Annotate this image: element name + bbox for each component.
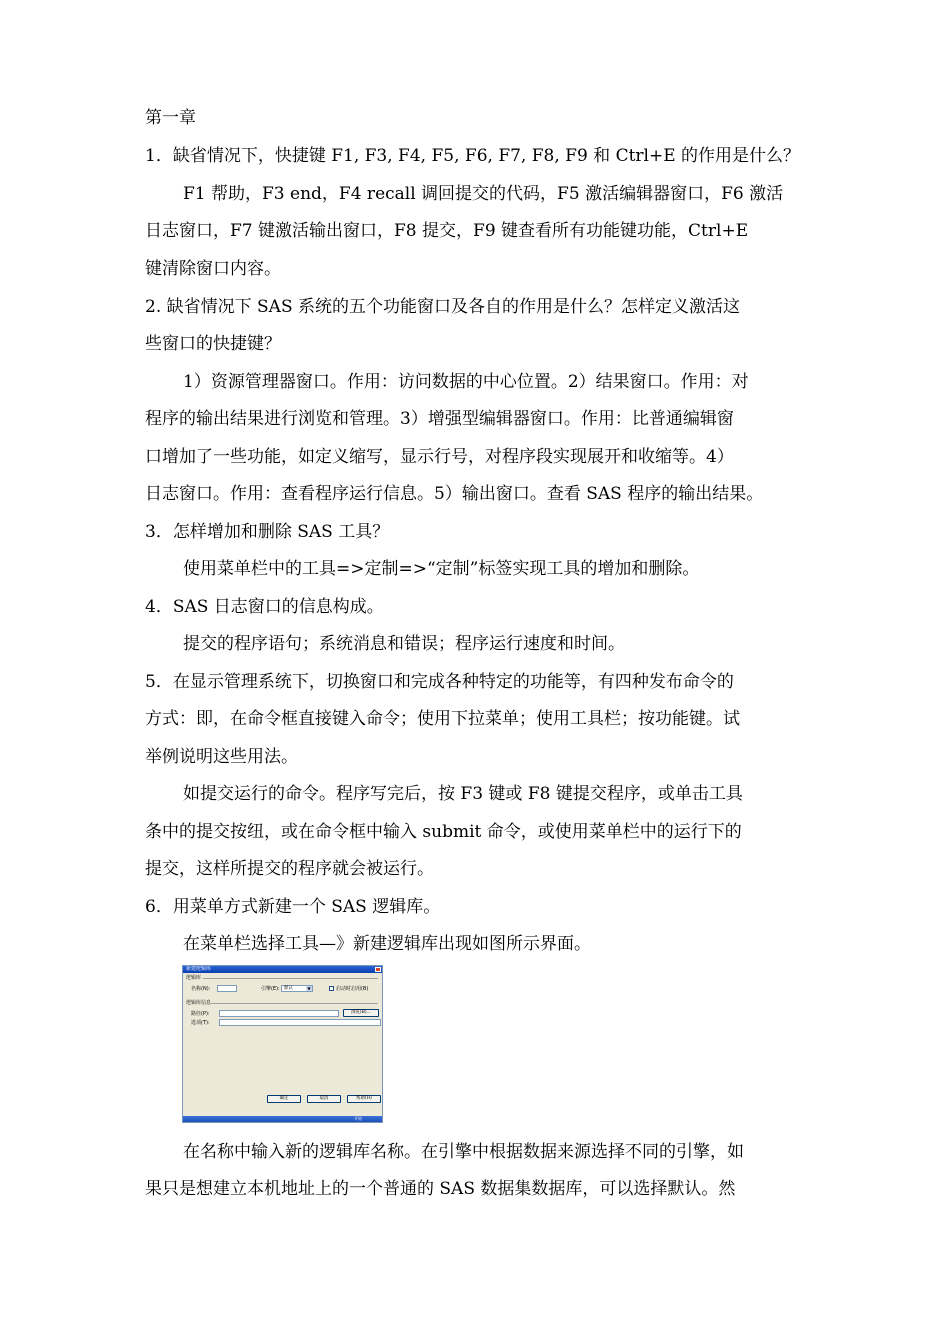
answer-2-line-4: 日志窗口。作用：查看程序运行信息。5）输出窗口。查看 SAS 程序的输出结果。 bbox=[145, 484, 764, 504]
taskbar-strip bbox=[183, 1116, 382, 1122]
question-4: 4．SAS 日志窗口的信息构成。 bbox=[145, 597, 384, 617]
question-5-line-2: 方式：即，在命令框直接键入命令；使用下拉菜单；使用工具栏；按功能键。试 bbox=[145, 709, 740, 729]
path-field bbox=[219, 1010, 339, 1017]
question-5-line-1: 5．在显示管理系统下，切换窗口和完成各种特定的功能等，有四种发布命令的 bbox=[145, 672, 734, 692]
browse-button: 浏览(B)... bbox=[343, 1009, 379, 1017]
answer-1-line-1: F1 帮助，F3 end，F4 recall 调回提交的代码，F5 激活编辑器窗口，F6 激活 bbox=[183, 184, 784, 204]
answer-1-line-3: 键清除窗口内容。 bbox=[145, 259, 281, 279]
engine-select bbox=[281, 985, 313, 992]
taskbar-text: 开始 bbox=[354, 1116, 362, 1121]
engine-value: 默认 bbox=[284, 986, 293, 991]
close-icon bbox=[375, 967, 381, 972]
question-2-line-2: 些窗口的快捷键？ bbox=[145, 334, 281, 354]
answer-6-line-1: 在菜单栏选择工具—》新建逻辑库出现如图所示界面。 bbox=[183, 934, 591, 954]
startup-label: 启动时启用(B) bbox=[336, 986, 369, 992]
answer-5-line-1: 如提交运行的命令。程序写完后，按 F3 键或 F8 键提交程序，或单击工具 bbox=[183, 784, 743, 804]
group-divider bbox=[203, 978, 378, 979]
engine-label: 引擎(E): bbox=[261, 986, 280, 992]
answer-3: 使用菜单栏中的工具=>定制=>“定制”标签实现工具的增加和删除。 bbox=[183, 559, 700, 579]
answer-2-line-3: 口增加了一些功能，如定义缩写，显示行号，对程序段实现展开和收缩等。4） bbox=[145, 447, 734, 467]
library-group-label: 逻辑库 bbox=[186, 975, 202, 981]
help-button: 帮助(H) bbox=[347, 1095, 381, 1103]
chapter-heading: 第一章 bbox=[145, 108, 196, 128]
answer-5-line-2: 条中的提交按纽，或在命令框中输入 submit 命令，或使用菜单栏中的运行下的 bbox=[145, 822, 742, 842]
name-field bbox=[217, 985, 237, 992]
chevron-down-icon: ▼ bbox=[307, 986, 311, 991]
new-library-dialog-screenshot bbox=[182, 965, 383, 1123]
question-2-line-1: 2. 缺省情况下 SAS 系统的五个功能窗口及各自的作用是什么？怎样定义激活这 bbox=[145, 297, 740, 317]
answer-5-line-3: 提交，这样所提交的程序就会被运行。 bbox=[145, 859, 434, 879]
path-label: 路径(P): bbox=[191, 1011, 210, 1017]
cancel-button: 取消 bbox=[307, 1095, 341, 1103]
answer-6-line-3: 果只是想建立本机地址上的一个普通的 SAS 数据集数据库，可以选择默认。然 bbox=[145, 1179, 736, 1199]
question-6: 6．用菜单方式新建一个 SAS 逻辑库。 bbox=[145, 897, 441, 917]
name-label: 名称(N): bbox=[191, 986, 211, 992]
options-label: 选项(T): bbox=[191, 1020, 210, 1026]
question-3: 3．怎样增加和删除 SAS 工具？ bbox=[145, 522, 390, 542]
startup-checkbox bbox=[329, 986, 334, 991]
answer-1-line-2: 日志窗口，F7 键激活输出窗口，F8 提交，F9 键查看所有功能键功能，Ctrl+E bbox=[145, 221, 749, 241]
info-group-label: 逻辑库信息 bbox=[186, 1000, 212, 1006]
answer-2-line-1: 1）资源管理器窗口。作用：访问数据的中心位置。2）结果窗口。作用：对 bbox=[183, 372, 749, 392]
question-1: 1．缺省情况下，快捷键 F1, F3, F4, F5, F6, F7, F8, F9 和 Ctrl+E 的作用是什么？ bbox=[145, 146, 801, 166]
dialog-title: 新建逻辑库 bbox=[186, 966, 212, 972]
question-5-line-3: 举例说明这些用法。 bbox=[145, 747, 298, 767]
answer-6-line-2: 在名称中输入新的逻辑库名称。在引擎中根据数据来源选择不同的引擎，如 bbox=[183, 1142, 744, 1162]
info-group-divider bbox=[211, 1003, 378, 1004]
answer-2-line-2: 程序的输出结果进行浏览和管理。3）增强型编辑器窗口。作用：比普通编辑窗 bbox=[145, 409, 734, 429]
options-field bbox=[219, 1019, 381, 1026]
answer-4: 提交的程序语句；系统消息和错误；程序运行速度和时间。 bbox=[183, 634, 625, 654]
ok-button: 确定 bbox=[267, 1095, 301, 1103]
dialog-title-bar bbox=[183, 966, 382, 973]
